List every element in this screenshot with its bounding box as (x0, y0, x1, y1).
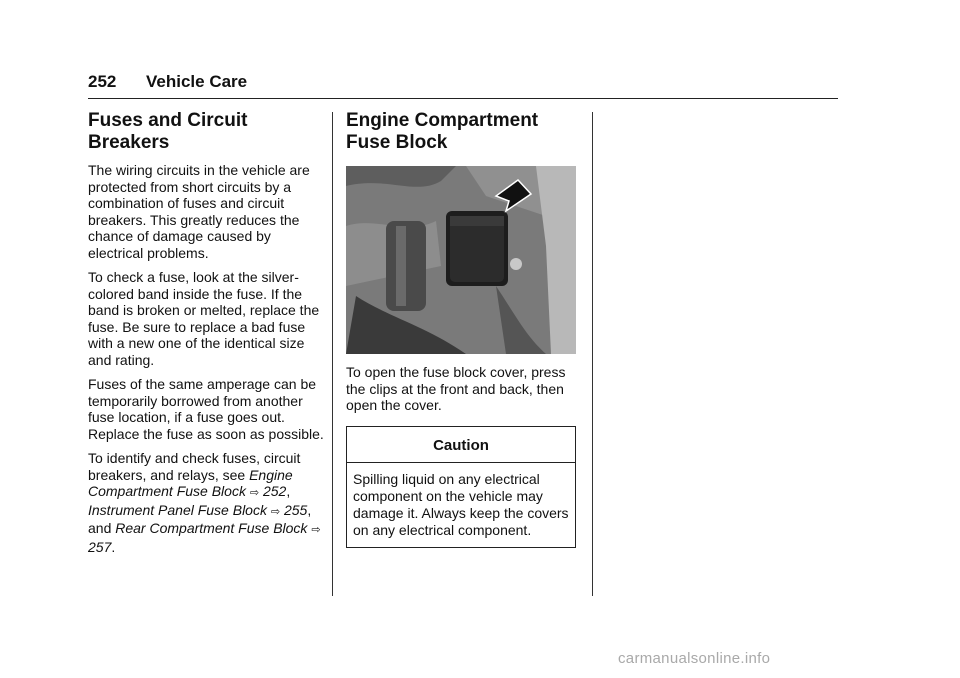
fuses-heading: Fuses and Circuit Breakers (88, 110, 248, 153)
column-divider (332, 112, 333, 596)
paragraph: The wiring circuits in the vehicle are protected from short circuits by a combination of fuses and circuit breakers. This greatly reduces the chance of damage caused by electrical problems. (88, 162, 310, 261)
engine-fuse-heading: Engine Compartment Fuse Block (346, 110, 539, 153)
page-reference[interactable]: 257 (88, 538, 112, 555)
xref-icon: ⇨ (270, 505, 281, 518)
page-reference[interactable]: 252 (262, 483, 287, 499)
paragraph: To check a fuse, look at the silver-colored band inside the fuse. If the band is broken or melted, replace the fuse. Be sure to replace a bad fuse with a new one of the identical size and rating. (88, 269, 320, 368)
caution-title: Caution (347, 427, 575, 463)
reference-link[interactable]: Engine Compartment Fuse Block (88, 466, 293, 499)
paragraph-references: To identify and check fuses, circuit breakers, and relays, see Engine Compartment Fuse Block ⇨ 252, Instrument Panel Fuse Block ⇨ 255, and Rear Compartment Fuse Block ⇨ 257. (88, 450, 321, 555)
left-column (88, 110, 324, 563)
xref-icon: ⇨ (311, 524, 321, 536)
watermark: carmanualsonline.info (618, 650, 771, 667)
paragraph: To open the fuse block cover, press the clips at the front and back, then open the cover. (346, 364, 566, 413)
section-title: Vehicle Care (146, 72, 248, 91)
column-divider (592, 112, 593, 596)
caution-text: Spilling liquid on any electrical component on the vehicle may damage it. Always keep the covers on any electrical component. (353, 470, 569, 538)
caution-box (346, 426, 576, 548)
reference-link[interactable]: Instrument Panel Fuse Block (88, 501, 267, 518)
right-column (346, 110, 582, 548)
paragraph: Fuses of the same amperage can be temporarily borrowed from another fuse location, if a fuse goes out. Replace the fuse as soon as possible. (88, 376, 324, 442)
page-header (88, 72, 838, 99)
engine-compartment-photo (346, 166, 576, 354)
page-number: 252 (88, 72, 117, 91)
reference-link[interactable]: Rear Compartment Fuse Block (115, 520, 308, 536)
xref-icon: ⇨ (249, 487, 260, 499)
page-reference[interactable]: 255 (283, 501, 308, 518)
